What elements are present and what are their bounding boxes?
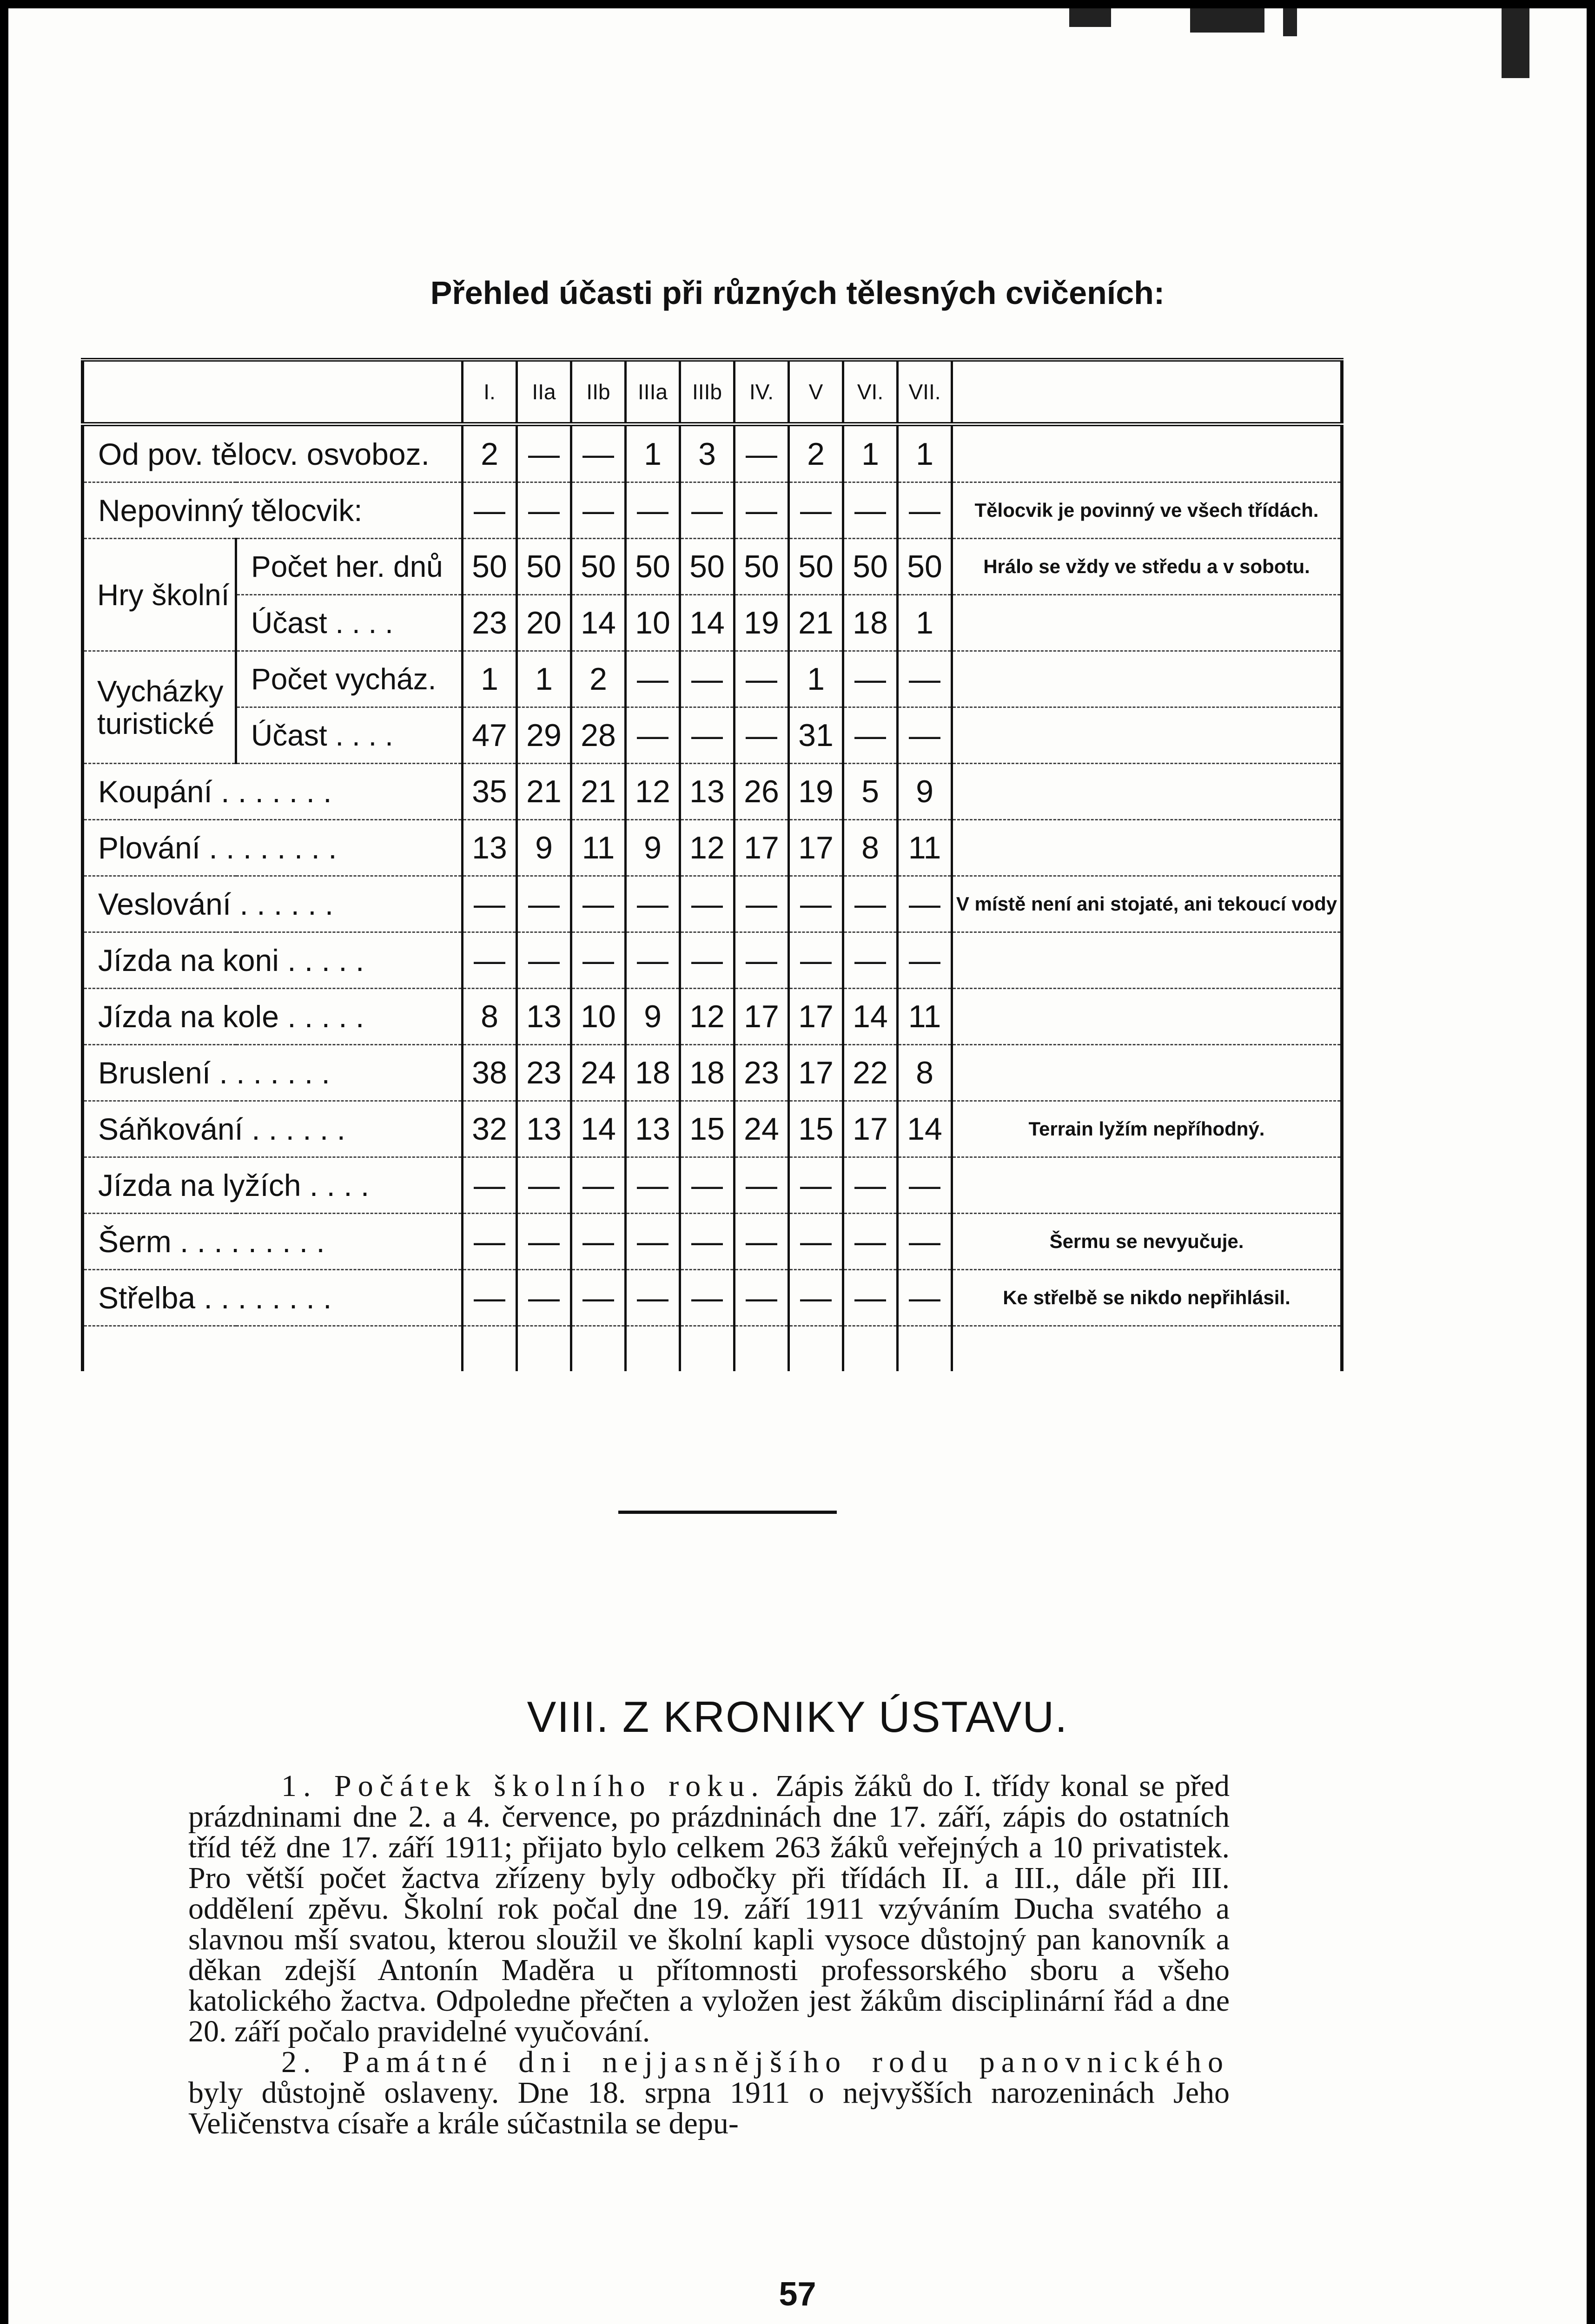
table-cell: 17 <box>789 1045 843 1101</box>
table-cell: — <box>735 1270 789 1326</box>
table-cell: 8 <box>463 989 517 1045</box>
table-cell: 18 <box>680 1045 735 1101</box>
table-cell: 50 <box>680 539 735 595</box>
table-cell: 35 <box>463 764 517 820</box>
column-header: I. <box>463 360 517 424</box>
table-cell: — <box>735 424 789 482</box>
row-label: Jízda na kole . . . . . <box>83 989 463 1045</box>
chapter-heading: VIII. Z KRONIKY ÚSTAVU. <box>527 1692 1068 1741</box>
table-cell: 21 <box>571 764 626 820</box>
table-cell: 50 <box>735 539 789 595</box>
column-header: VI. <box>843 360 898 424</box>
table-cell: — <box>898 707 952 764</box>
table-row <box>83 1214 1342 1270</box>
row-note <box>952 651 1342 707</box>
table-cell: 17 <box>789 989 843 1045</box>
table-cell: 29 <box>517 707 571 764</box>
table-cell: 14 <box>571 1101 626 1157</box>
table-cell: 12 <box>626 764 680 820</box>
row-label: Nepovinný tělocvik: <box>83 482 463 539</box>
table-row <box>83 820 1342 876</box>
table-cell: — <box>517 1157 571 1214</box>
column-header: IIIa <box>626 360 680 424</box>
table-cell: — <box>735 876 789 932</box>
table-cell: — <box>735 932 789 989</box>
table-cell: — <box>735 1157 789 1214</box>
table-row <box>83 424 1342 482</box>
table-cell: 28 <box>571 707 626 764</box>
row-label: Bruslení . . . . . . . <box>83 1045 463 1101</box>
table-row <box>83 1157 1342 1214</box>
table-cell: — <box>843 651 898 707</box>
row-note: Ke střelbě se nikdo nepřihlásil. <box>952 1270 1342 1326</box>
table-cell: — <box>571 1157 626 1214</box>
footer-cell <box>952 1326 1342 1372</box>
row-note: Tělocvik je povinný ve všech třídách. <box>952 482 1342 539</box>
row-label: Střelba . . . . . . . . <box>83 1270 463 1326</box>
table-cell: — <box>517 876 571 932</box>
table-cell: 1 <box>517 651 571 707</box>
row-label: Jízda na koni . . . . . <box>83 932 463 989</box>
table-cell: 17 <box>843 1101 898 1157</box>
table-cell: 9 <box>898 764 952 820</box>
scan-mark <box>1502 8 1529 78</box>
table-cell: 15 <box>680 1101 735 1157</box>
table-cell: — <box>463 876 517 932</box>
table-cell: — <box>680 1214 735 1270</box>
row-note <box>952 424 1342 482</box>
table-cell: 31 <box>789 707 843 764</box>
table-cell: 13 <box>626 1101 680 1157</box>
table-cell: 10 <box>571 989 626 1045</box>
table-row <box>83 764 1342 820</box>
table-row <box>83 595 1342 651</box>
row-note <box>952 1157 1342 1214</box>
table-row <box>83 539 1342 595</box>
column-header: IIb <box>571 360 626 424</box>
table-cell: — <box>843 1270 898 1326</box>
row-note: Šermu se nevyučuje. <box>952 1214 1342 1270</box>
table-row <box>83 932 1342 989</box>
table-cell: — <box>571 482 626 539</box>
paragraph-1 <box>188 1771 1230 2047</box>
row-note <box>952 595 1342 651</box>
table-cell: — <box>843 932 898 989</box>
table-cell: — <box>626 932 680 989</box>
table-cell: — <box>680 1157 735 1214</box>
footer-cell <box>571 1326 626 1372</box>
table-cell: — <box>626 1157 680 1214</box>
table-cell: 3 <box>680 424 735 482</box>
table-cell: — <box>571 932 626 989</box>
table-cell: — <box>571 1270 626 1326</box>
table-cell: — <box>517 932 571 989</box>
table-cell: 19 <box>789 764 843 820</box>
row-note <box>952 764 1342 820</box>
table-cell: — <box>898 651 952 707</box>
table-cell: — <box>680 876 735 932</box>
row-group-label: Vycházky turistické <box>83 651 236 764</box>
table-cell: — <box>626 1214 680 1270</box>
table-cell: 1 <box>843 424 898 482</box>
table-cell: — <box>463 1270 517 1326</box>
row-label: Koupání . . . . . . . <box>83 764 463 820</box>
header-notes-cell <box>952 360 1342 424</box>
row-label: Od pov. tělocv. osvoboz. <box>83 424 463 482</box>
column-header: VII. <box>898 360 952 424</box>
table-cell: — <box>626 1270 680 1326</box>
table-cell: 47 <box>463 707 517 764</box>
table-row <box>83 876 1342 932</box>
table-cell: 1 <box>898 595 952 651</box>
table-cell: 13 <box>680 764 735 820</box>
table-cell: 13 <box>463 820 517 876</box>
row-label: Plování . . . . . . . . <box>83 820 463 876</box>
table-cell: — <box>735 1214 789 1270</box>
table-cell: 17 <box>735 820 789 876</box>
paragraph-1-text: Zápis žáků do I. třídy konal se před prázdninami dne 2. a 4. července, po prázdninách dne 17. září, zápis do ostatních tříd též dne 17. září 1911; přijato bylo celkem 263 žáků veřejných a 10 privatistek. Pro větší počet žactva zřízeny byly odbočky při třídách II. a III., dále při III. oddělení zpěvu. Školní rok počal dne 19. září 1911 vzýváním Ducha svatého a slavnou mší svatou, kterou sloužil ve školní kapli vysoce důstojný pan kanovník a děkan zdejší Antonín Maděra u přítomnosti professorského sboru a všeho katolického žactva. Odpoledne přečten a vyložen jest žákům disciplinární řád a dne 20. září počalo pravidelné vyučování. <box>188 1769 1230 2048</box>
table-cell: — <box>843 707 898 764</box>
participation-table <box>81 358 1344 1371</box>
table-cell: — <box>789 482 843 539</box>
table-cell: 17 <box>735 989 789 1045</box>
table-cell: 14 <box>571 595 626 651</box>
table-cell: 18 <box>843 595 898 651</box>
table-cell: 24 <box>735 1101 789 1157</box>
table-cell: — <box>463 932 517 989</box>
table-row <box>83 1045 1342 1101</box>
table-header-row <box>83 360 1342 424</box>
header-blank-cell <box>83 360 463 424</box>
footer-cell <box>626 1326 680 1372</box>
row-note: Terrain lyžím nepříhodný. <box>952 1101 1342 1157</box>
table-cell: 50 <box>626 539 680 595</box>
table-footer-row <box>83 1326 1342 1372</box>
table-cell: — <box>463 482 517 539</box>
table-cell: 50 <box>463 539 517 595</box>
row-note <box>952 707 1342 764</box>
table-cell: — <box>735 482 789 539</box>
table-cell: — <box>843 876 898 932</box>
table-cell: 50 <box>843 539 898 595</box>
table-row <box>83 1101 1342 1157</box>
table-cell: 1 <box>463 651 517 707</box>
table-cell: 12 <box>680 989 735 1045</box>
table-cell: 11 <box>571 820 626 876</box>
row-label: Šerm . . . . . . . . . <box>83 1214 463 1270</box>
table-cell: 1 <box>898 424 952 482</box>
column-header: V <box>789 360 843 424</box>
table-cell: — <box>680 932 735 989</box>
table-cell: 1 <box>789 651 843 707</box>
table-cell: — <box>626 482 680 539</box>
table-cell: 22 <box>843 1045 898 1101</box>
paragraph-1-lead: 1. Počátek školního roku. <box>281 1769 765 1803</box>
page-number: 57 <box>779 2276 816 2313</box>
table-cell: — <box>517 1270 571 1326</box>
column-header: IIIb <box>680 360 735 424</box>
table-cell: — <box>517 424 571 482</box>
table-cell: — <box>789 932 843 989</box>
table-cell: 14 <box>680 595 735 651</box>
table-cell: 24 <box>571 1045 626 1101</box>
table-cell: 17 <box>789 820 843 876</box>
row-note: Hrálo se vždy ve středu a v sobotu. <box>952 539 1342 595</box>
table-cell: 32 <box>463 1101 517 1157</box>
table-cell: — <box>789 876 843 932</box>
table-cell: — <box>517 1214 571 1270</box>
table-cell: — <box>626 876 680 932</box>
table-cell: — <box>463 1214 517 1270</box>
table-cell: 12 <box>680 820 735 876</box>
table-cell: — <box>789 1214 843 1270</box>
footer-cell <box>463 1326 517 1372</box>
table-cell: 11 <box>898 989 952 1045</box>
footer-cell <box>517 1326 571 1372</box>
table-cell: — <box>571 424 626 482</box>
table-cell: 50 <box>571 539 626 595</box>
table-title: Přehled účasti při různých tělesných cvičeních: <box>430 275 1165 311</box>
footer-cell <box>843 1326 898 1372</box>
table-cell: — <box>898 932 952 989</box>
table-row <box>83 1270 1342 1326</box>
table-cell: — <box>626 651 680 707</box>
table-cell: 9 <box>517 820 571 876</box>
table-cell: — <box>571 1214 626 1270</box>
table-cell: — <box>898 1270 952 1326</box>
table-cell: — <box>735 707 789 764</box>
row-group-label: Hry školní <box>83 539 236 651</box>
table-row <box>83 707 1342 764</box>
footer-cell <box>83 1326 463 1372</box>
table-cell: 50 <box>517 539 571 595</box>
footer-cell <box>680 1326 735 1372</box>
table-cell: — <box>843 1214 898 1270</box>
table-cell: 20 <box>517 595 571 651</box>
table-cell: 14 <box>898 1101 952 1157</box>
table-cell: 23 <box>517 1045 571 1101</box>
row-note <box>952 1045 1342 1101</box>
table-cell: — <box>735 651 789 707</box>
table-cell: 21 <box>789 595 843 651</box>
table-cell: 10 <box>626 595 680 651</box>
table-cell: 8 <box>898 1045 952 1101</box>
table-cell: 13 <box>517 989 571 1045</box>
row-label: Jízda na lyžích . . . . <box>83 1157 463 1214</box>
row-label: Účast . . . . <box>236 707 463 764</box>
table-cell: — <box>517 482 571 539</box>
footer-cell <box>789 1326 843 1372</box>
table-cell: — <box>789 1157 843 1214</box>
column-header: IIa <box>517 360 571 424</box>
table-cell: — <box>898 1157 952 1214</box>
row-note: V místě není ani stojaté, ani tekoucí vody <box>952 876 1342 932</box>
table-cell: — <box>571 876 626 932</box>
table-cell: 11 <box>898 820 952 876</box>
table-cell: 13 <box>517 1101 571 1157</box>
table-row <box>83 482 1342 539</box>
table-cell: 1 <box>626 424 680 482</box>
row-note <box>952 820 1342 876</box>
section-divider <box>618 1511 837 1514</box>
table-cell: — <box>680 482 735 539</box>
footer-cell <box>898 1326 952 1372</box>
table-cell: 19 <box>735 595 789 651</box>
table-row <box>83 989 1342 1045</box>
table-cell: 14 <box>843 989 898 1045</box>
table-cell: 21 <box>517 764 571 820</box>
table-cell: 8 <box>843 820 898 876</box>
table-cell: — <box>680 707 735 764</box>
column-header: IV. <box>735 360 789 424</box>
table-cell: 9 <box>626 820 680 876</box>
table-cell: 2 <box>571 651 626 707</box>
row-label: Veslování . . . . . . <box>83 876 463 932</box>
table-cell: — <box>680 1270 735 1326</box>
table-cell: 9 <box>626 989 680 1045</box>
table-cell: 23 <box>463 595 517 651</box>
row-label: Počet her. dnů <box>236 539 463 595</box>
table-cell: — <box>463 1157 517 1214</box>
table-cell: 5 <box>843 764 898 820</box>
row-label: Počet vycház. <box>236 651 463 707</box>
table-cell: 2 <box>463 424 517 482</box>
table-cell: — <box>789 1270 843 1326</box>
table-cell: 50 <box>789 539 843 595</box>
table-cell: 50 <box>898 539 952 595</box>
paragraph-2-lead: 2. Památné dni nejjasnějšího rodu panovnického <box>281 2045 1230 2079</box>
paragraph-2 <box>188 2047 1230 2139</box>
chronicle-text <box>188 1771 1230 2139</box>
table-cell: — <box>898 1214 952 1270</box>
table-cell: — <box>843 482 898 539</box>
scan-mark <box>1190 8 1264 33</box>
table-cell: — <box>898 482 952 539</box>
table-cell: 26 <box>735 764 789 820</box>
table-cell: — <box>626 707 680 764</box>
table-cell: 18 <box>626 1045 680 1101</box>
paragraph-2-text: byly důstojně oslaveny. Dne 18. srpna 1911 o nejvyšších narozeninách Jeho Veličenstva císaře a krále súčastnila se depu- <box>188 2076 1230 2140</box>
table-cell: — <box>680 651 735 707</box>
scan-mark <box>1069 8 1111 27</box>
row-note <box>952 989 1342 1045</box>
row-label: Účast . . . . <box>236 595 463 651</box>
table-row <box>83 651 1342 707</box>
table-cell: 38 <box>463 1045 517 1101</box>
footer-cell <box>735 1326 789 1372</box>
row-note <box>952 932 1342 989</box>
scan-mark <box>1283 8 1297 36</box>
table-cell: 2 <box>789 424 843 482</box>
table-cell: — <box>843 1157 898 1214</box>
row-label: Sáňkování . . . . . . <box>83 1101 463 1157</box>
table-cell: 23 <box>735 1045 789 1101</box>
table-cell: — <box>898 876 952 932</box>
table-cell: 15 <box>789 1101 843 1157</box>
